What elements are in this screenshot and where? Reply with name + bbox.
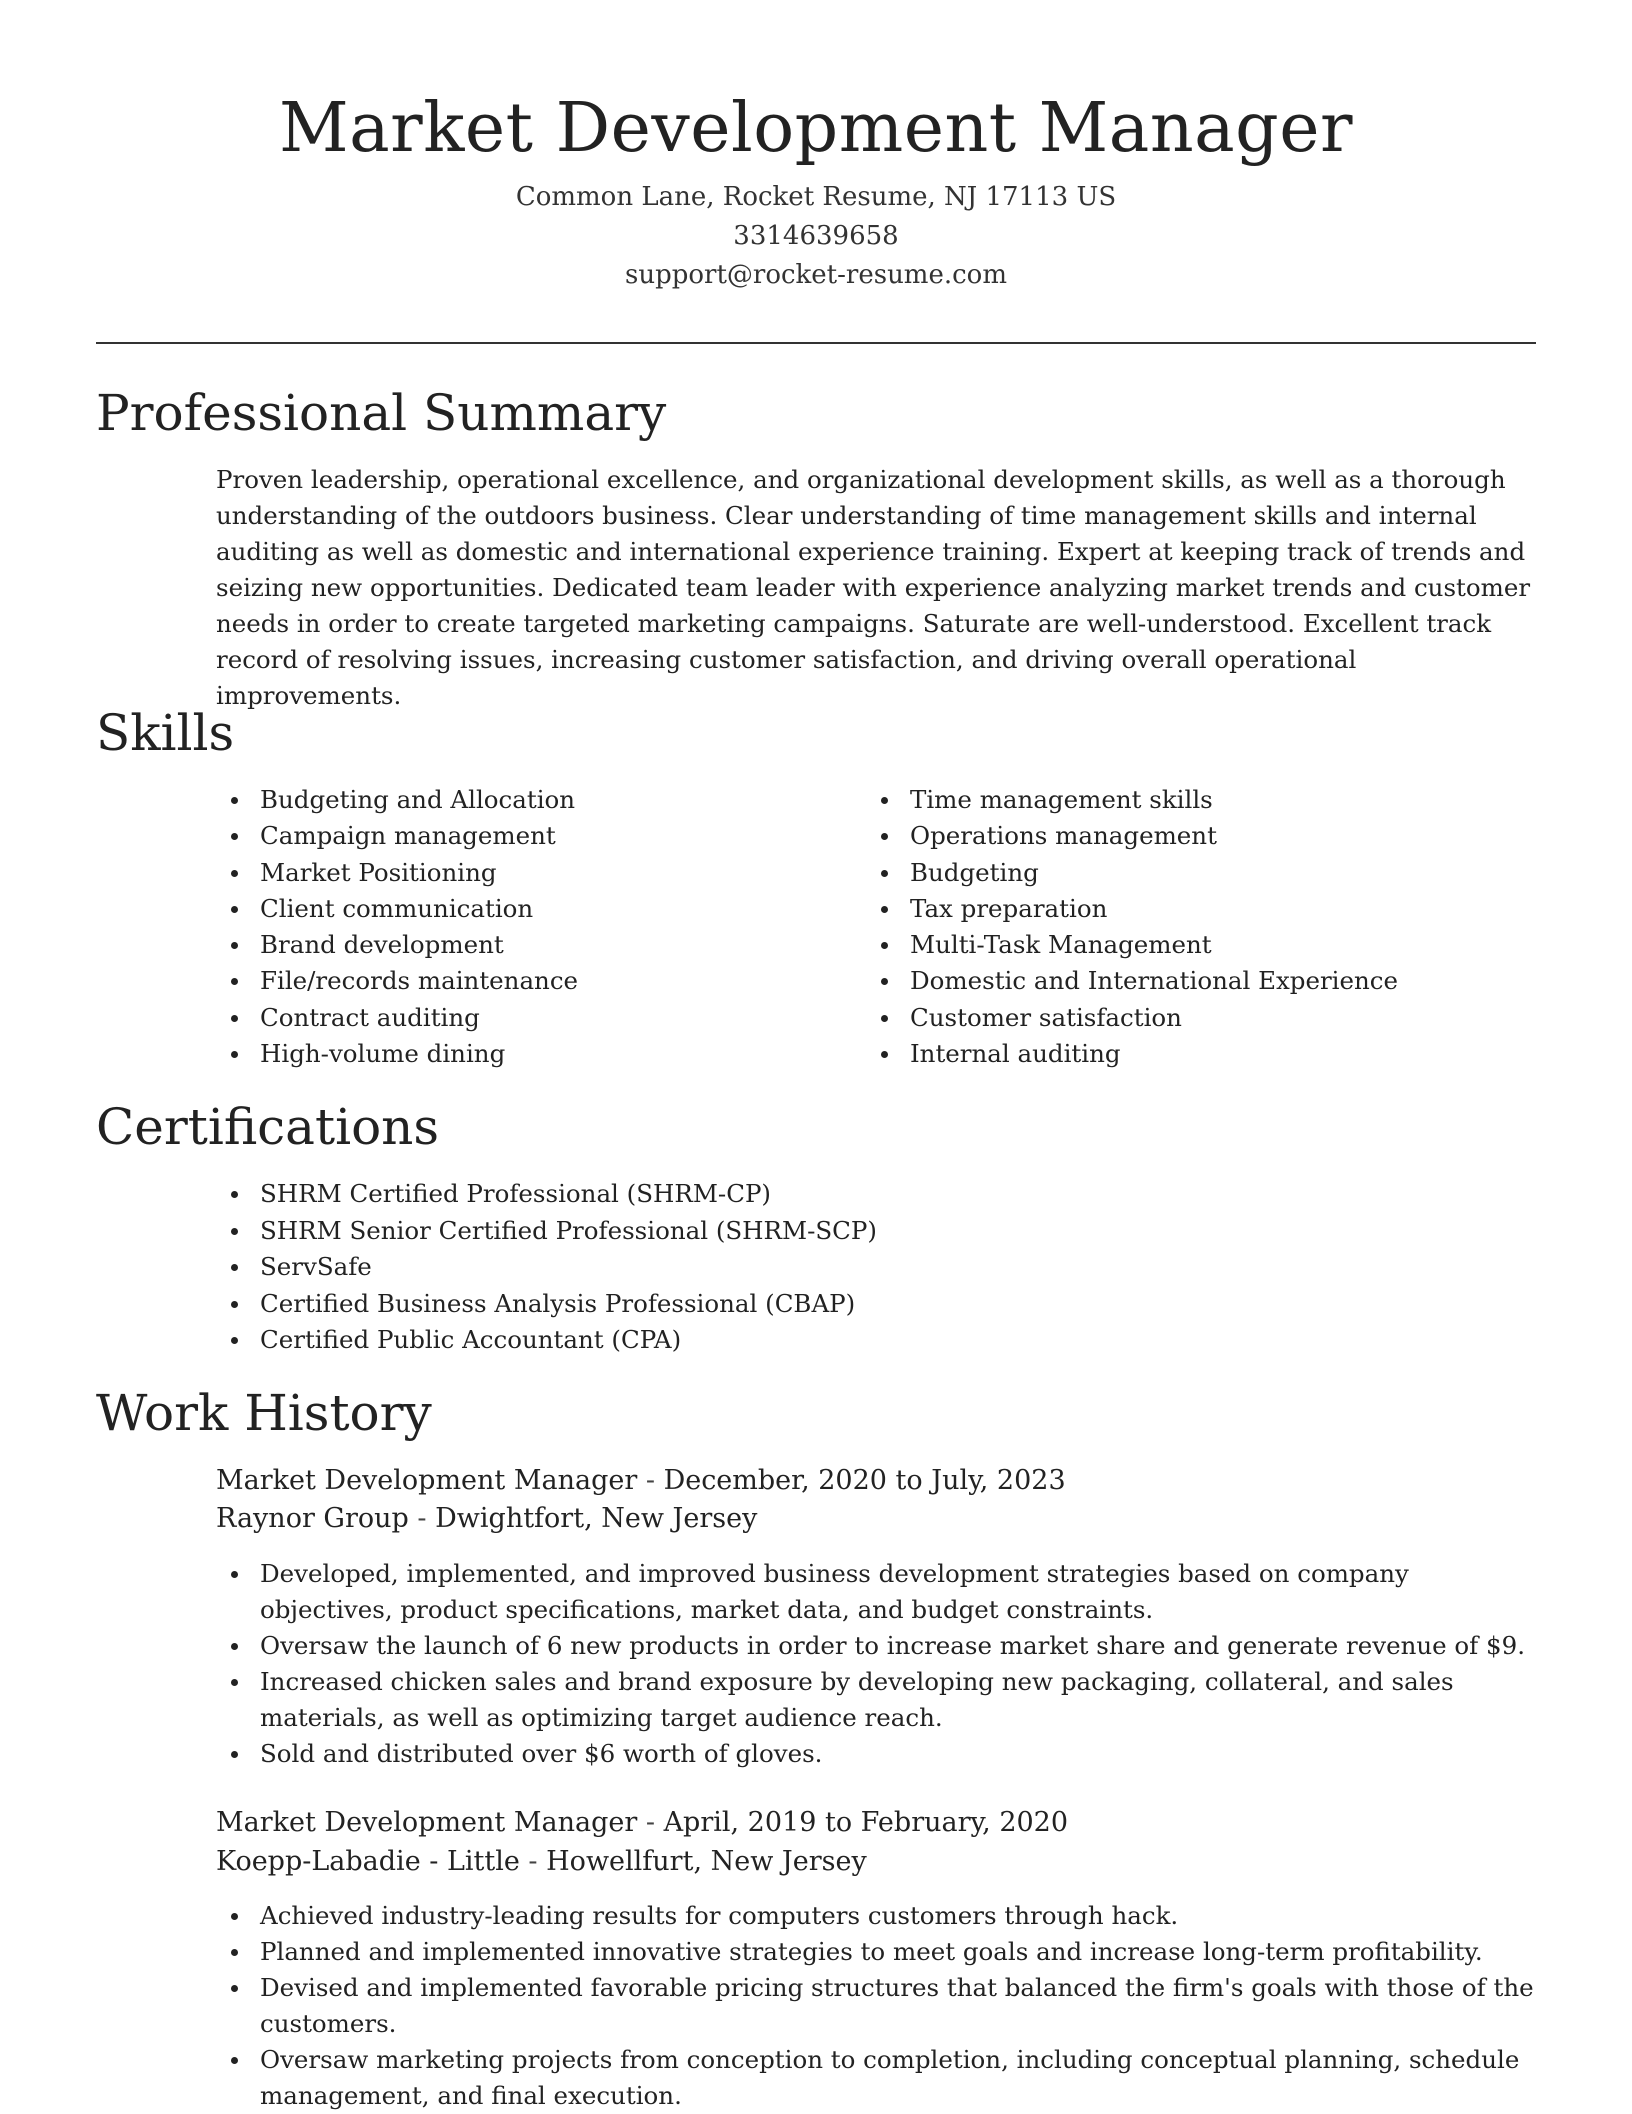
job-1-title-line: [216, 1462, 1536, 1500]
contact-email: support@rocket-resume.com: [624, 260, 1007, 290]
skill-item: Operations management: [866, 818, 1486, 854]
contact-address: Common Lane, Rocket Resume, NJ 17113 US: [515, 182, 1117, 212]
job-2-location: Howellfurt, New Jersey: [546, 1846, 867, 1877]
job-1-separator: -: [637, 1465, 664, 1496]
skill-item: Internal auditing: [866, 1036, 1486, 1072]
job-1-dates: December, 2020 to July, 2023: [663, 1465, 1066, 1496]
skill-item: Brand development: [216, 927, 836, 963]
skill-item: Time management skills: [866, 782, 1486, 818]
skill-item: Budgeting: [866, 855, 1486, 891]
job-bullet: Planned and implemented innovative strategies to meet goals and increase long-term profitability.: [216, 1934, 1536, 1970]
job-2-separator: -: [637, 1807, 664, 1838]
job-2-bullet-list: [216, 1898, 1536, 2114]
job-bullet: Developed, implemented, and improved business development strategies based on company objectives, product specifications, market data, and budget constraints.: [216, 1556, 1536, 1628]
job-1-role: Market Development Manager: [216, 1465, 638, 1496]
skill-item: Client communication: [216, 891, 836, 927]
skill-item: Budgeting and Allocation: [216, 782, 836, 818]
job-1-company-separator: -: [408, 1503, 436, 1534]
skill-item: Tax preparation: [866, 891, 1486, 927]
job-2-bullets: [216, 1898, 1536, 2114]
job-bullet: Oversaw marketing projects from conception to completion, including conceptual planning, schedule management, and final execution.: [216, 2042, 1536, 2114]
certifications-items: [216, 1176, 1536, 1359]
section-title-skills: Skills: [96, 704, 235, 762]
contact-block: [0, 178, 1632, 295]
certification-item: SHRM Certified Professional (SHRM-CP): [216, 1176, 1536, 1213]
skill-item: High-volume dining: [216, 1036, 836, 1072]
summary-text: Proven leadership, operational excellence, and organizational development skills, as well as a thorough understanding of the outdoors business. Clear understanding of time management skills and internal auditing as well as domestic and international experience training. Expert at keeping track of trends and seizing new opportunities. Dedicated team leader with experience analyzing market trends and customer needs in order to create targeted marketing campaigns. Saturate are well-understood. Excellent track record of resolving issues, increasing customer satisfaction, and driving overall operational improvements.: [216, 465, 1531, 710]
job-2-role: Market Development Manager: [216, 1807, 638, 1838]
job-1-company-line: [216, 1500, 1536, 1538]
section-title-certifications: Certifications: [96, 1098, 440, 1156]
job-bullet: Increased chicken sales and brand exposure by developing new packaging, collateral, and sales materials, as well as optimizing target audience reach.: [216, 1664, 1536, 1736]
header-divider: [96, 342, 1536, 344]
job-bullet: Devised and implemented favorable pricing structures that balanced the firm's goals with those of the customers.: [216, 1970, 1536, 2042]
skill-item: Customer satisfaction: [866, 1000, 1486, 1036]
job-2-company-line: [216, 1843, 1536, 1881]
job-2-dates: April, 2019 to February, 2020: [663, 1807, 1069, 1838]
section-title-work-history: Work History: [96, 1384, 432, 1442]
contact-phone: 3314639658: [733, 221, 899, 251]
skill-item: Market Positioning: [216, 855, 836, 891]
skill-item: Campaign management: [216, 818, 836, 854]
job-1-bullet-list: [216, 1556, 1536, 1772]
resume-header: [0, 84, 1632, 295]
job-bullet: Oversaw the launch of 6 new products in order to increase market share and generate revenue of $9.: [216, 1628, 1536, 1664]
skill-item: Domestic and International Experience: [866, 963, 1486, 999]
job-2-title-line: [216, 1804, 1536, 1842]
certification-item: ServSafe: [216, 1249, 1536, 1286]
job-bullet: Sold and distributed over $6 worth of gloves.: [216, 1736, 1536, 1772]
certification-item: Certified Public Accountant (CPA): [216, 1322, 1536, 1359]
job-1-bullets: [216, 1556, 1536, 1772]
skills-list-right: [866, 782, 1486, 1072]
job-1-company: Raynor Group: [216, 1503, 409, 1534]
section-title-summary: Professional Summary: [96, 384, 667, 442]
job-1-location: Dwightfort, New Jersey: [435, 1503, 758, 1534]
skills-column-right: [866, 782, 1486, 1072]
skill-item: Contract auditing: [216, 1000, 836, 1036]
job-bullet: Achieved industry-leading results for computers customers through hack.: [216, 1898, 1536, 1934]
job-2-company-separator: -: [519, 1846, 547, 1877]
certification-item: SHRM Senior Certified Professional (SHRM-SCP): [216, 1213, 1536, 1250]
skill-item: File/records maintenance: [216, 963, 836, 999]
certification-item: Certified Business Analysis Professional (CBAP): [216, 1286, 1536, 1323]
skills-list-left: [216, 782, 836, 1072]
skills-column-left: [216, 782, 836, 1072]
skill-item: Multi-Task Management: [866, 927, 1486, 963]
candidate-name: Market Development Manager: [279, 89, 1353, 168]
certifications-list: [216, 1176, 1536, 1359]
job-2-company: Koepp-Labadie - Little: [216, 1846, 520, 1877]
